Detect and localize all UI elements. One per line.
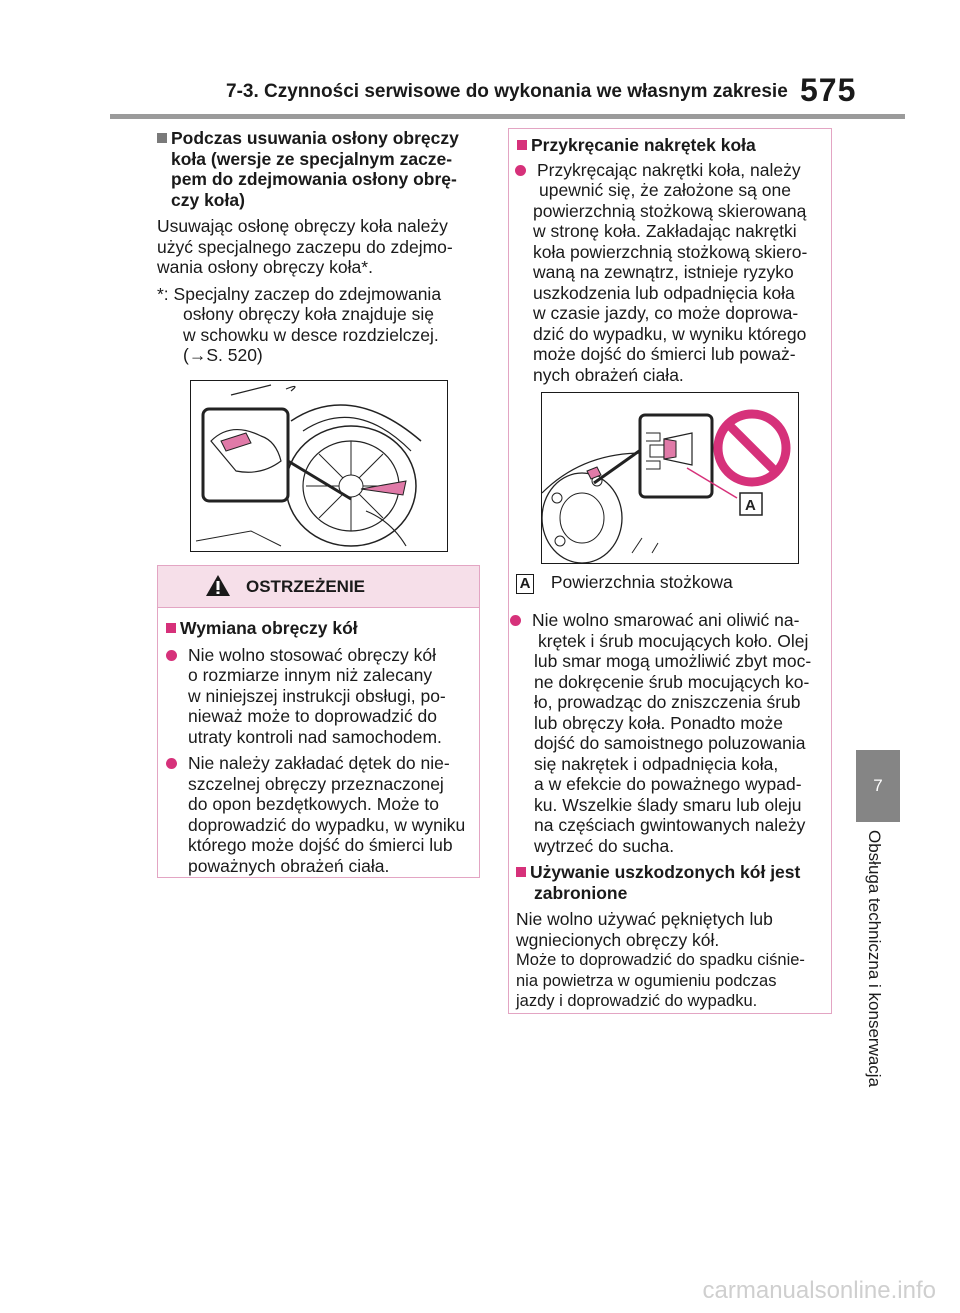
warning-triangle-icon [205,574,231,597]
header-rule [110,114,905,119]
warning-bullet-1: Nie wolno stosować obręczy kół o rozmiarze innym niż zalecany w niniejszej instrukcji obsługi, po- nieważ może to doprowadzić do utraty kontroli nad samochodem. [166,645,471,748]
bullet-dot-icon [515,165,526,176]
right-bullet-2: Nie wolno smarować ani oliwić na- krętek i śrub mocujących koło. Olej lub smar mogą umożliwić zbyt moc- ne dokręcenie śrub mocujących ko- ło, prowadząc do zniszczenia śrub lub obręczy koła. Ponadto może dojść do samoistnego poluzowania się nakrętek i odpadnięcia koła, a w efekcie do poważnego wypad- ku. Wszelkie ślady smaru lub oleju na częściach gwintowanych należy wytrzeć do sucha. [516,610,828,856]
warning-subheading: Wymiana obręczy kół [166,618,471,639]
left-body: Usuwając osłonę obręczy koła należy użyć specjalnego zaczepu do zdejmo- wania osłony obręczy koła*. [157,216,453,277]
bullet-dot-icon [166,650,177,661]
heading-square-icon [157,133,167,143]
heading-square-icon [516,867,526,877]
warning-title-bar [158,566,479,608]
heading-square-icon [517,140,527,150]
wheel-nut-drawing [542,393,798,563]
section-title: 7-3. Czynności serwisowe do wykonania we własnym zakresie [226,81,788,102]
left-column [157,128,487,366]
wheel-cover-removal-illustration [190,380,448,552]
left-footnote: *: Specjalny zaczep do zdejmowania osłony obręczy koła znajduje się w schowku w desce rozdzielczej. (→S. 520) [157,283,442,365]
right-heading-2: Używanie uszkodzonych kół jest zabronione [516,862,828,903]
chapter-title-vertical: Obsługa techniczna i konserwacja [865,830,884,1088]
wheel-cover-drawing [191,381,447,551]
page-number: 575 [800,72,857,108]
right-bullet-1: Przykręcając nakrętki koła, należy upewnić się, że założone są one powierzchnią stożkową skierowaną w stronę koła. Zakładając nakrętki koła powierzchnią stożkową skiero- waną na zewnątrz, istnieje ryzyko uszkodzenia lub odpadnięcia koła w czasie jazdy, co może doprowa- dzić do wypadku, w wyniku którego może dojść do śmierci lub poważ- nych obrażeń ciała. [517,160,825,386]
warning-box [157,565,480,878]
left-heading: Podczas usuwania osłony obręczy koła (wersje ze specjalnym zacze- pem do zdejmowania osłony obrę- czy koła) [157,128,487,210]
chapter-tab[interactable]: 7 [856,750,900,822]
label-a-text: Powierzchnia stożkowa [550,572,733,592]
label-a-row [516,572,828,594]
watermark: carmanualsonline.info [702,1277,936,1304]
wheel-nut-illustration [541,392,799,564]
warning-bullet-2: Nie należy zakładać dętek do nie- szczelnej obręczy przeznaczonej do opon bezdętkowych. Może to doprowadzić do wypadku, w wyniku którego może dojść do śmierci lub poważnych obrażeń ciała. [166,753,471,876]
warning-title: OSTRZEŻENIE [246,577,366,596]
heading-square-icon [166,623,176,633]
svg-text:A: A [745,497,756,514]
right-body-2: Nie wolno używać pękniętych lub wgniecionych obręczy kół. Może to doprowadzić do spadku ciśnie- nia powietrza w ogumieniu podczas jazdy i doprowadzić do wypadku. [516,909,805,1010]
right-lower-content [516,572,828,1012]
right-heading-1: Przykręcanie nakrętek koła [517,135,825,156]
right-content [509,129,831,385]
bullet-dot-icon [510,615,521,626]
bullet-dot-icon [166,758,177,769]
label-a-badge: A [516,574,534,594]
warning-content [158,608,479,876]
